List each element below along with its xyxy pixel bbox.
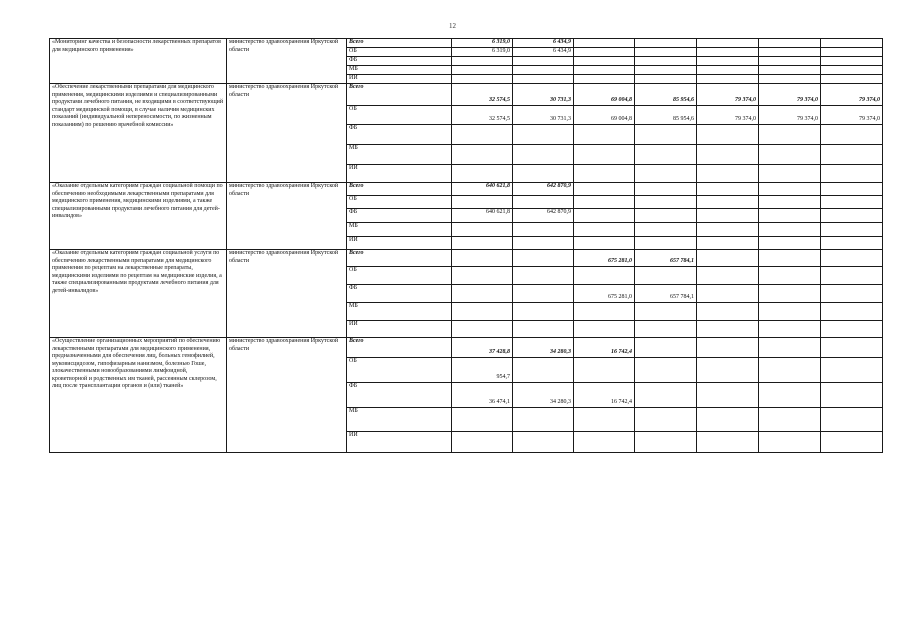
funding-source: [347, 196, 452, 209]
funding-source: [347, 66, 452, 75]
funding-source: [347, 383, 452, 408]
amount-cell: [635, 57, 697, 66]
amount-cell: [513, 66, 574, 75]
amount-cell: [574, 358, 635, 383]
amount-cell: [635, 223, 697, 237]
amount-cell: [513, 408, 574, 432]
table-row: [50, 39, 883, 48]
funding-source: [347, 75, 452, 84]
table-row: [50, 338, 883, 358]
funding-source-label: Всего: [349, 183, 364, 189]
amount-value: 79 374,0: [797, 97, 818, 103]
amount-cell: [697, 358, 759, 383]
amount-cell: [759, 196, 821, 209]
amount-value: 16 742,4: [611, 399, 632, 405]
amount-cell: [821, 432, 883, 453]
amount-cell: [574, 338, 635, 358]
funding-source: [347, 57, 452, 66]
responsible-executor: министерство здравоохранения Иркутской области: [227, 84, 347, 183]
amount-cell: [635, 383, 697, 408]
amount-cell: [635, 106, 697, 125]
amount-cell: [759, 237, 821, 250]
amount-cell: [452, 183, 513, 196]
amount-cell: [574, 223, 635, 237]
amount-cell: [574, 432, 635, 453]
amount-cell: [759, 250, 821, 267]
amount-cell: [635, 196, 697, 209]
amount-cell: [513, 84, 574, 106]
amount-cell: [759, 75, 821, 84]
amount-value: 79 374,0: [859, 116, 880, 122]
table-row: [50, 84, 883, 106]
funding-source: [347, 250, 452, 267]
amount-cell: [821, 39, 883, 48]
funding-source-label: ОБ: [349, 358, 357, 364]
amount-cell: [452, 196, 513, 209]
funding-source: [347, 338, 452, 358]
amount-cell: [759, 285, 821, 303]
funding-source-label: ОБ: [349, 196, 357, 202]
amount-cell: [821, 145, 883, 165]
amount-cell: [574, 383, 635, 408]
amount-cell: [574, 209, 635, 223]
measure-description: «Оказание отдельным категориям граждан социальной помощи по обеспечению необходимыми лекарственными препаратами для медицинского применения, медицинскими изделиями, а также специализированными продуктами лечебного питания для детей-инвалидов»: [50, 183, 227, 250]
amount-cell: [759, 183, 821, 196]
amount-cell: [697, 39, 759, 48]
budget-table: [49, 38, 883, 453]
amount-cell: [452, 125, 513, 145]
amount-cell: [513, 250, 574, 267]
amount-cell: [452, 39, 513, 48]
amount-cell: [574, 48, 635, 57]
amount-cell: [513, 358, 574, 383]
amount-cell: [759, 358, 821, 383]
amount-cell: [759, 432, 821, 453]
amount-cell: [697, 57, 759, 66]
amount-cell: [821, 285, 883, 303]
amount-cell: [574, 106, 635, 125]
amount-cell: [452, 209, 513, 223]
amount-value: 642 870,9: [547, 209, 571, 215]
amount-cell: [635, 48, 697, 57]
amount-cell: [574, 125, 635, 145]
amount-cell: [821, 383, 883, 408]
amount-value: 79 374,0: [859, 97, 880, 103]
amount-value: 32 574,5: [489, 97, 510, 103]
amount-cell: [697, 223, 759, 237]
amount-cell: [635, 183, 697, 196]
funding-source: [347, 106, 452, 125]
amount-cell: [635, 408, 697, 432]
amount-cell: [821, 338, 883, 358]
amount-cell: [697, 432, 759, 453]
amount-cell: [513, 57, 574, 66]
funding-source: [347, 408, 452, 432]
funding-source: [347, 183, 452, 196]
amount-cell: [574, 84, 635, 106]
amount-cell: [452, 66, 513, 75]
amount-cell: [513, 209, 574, 223]
amount-value: 37 428,8: [489, 349, 510, 355]
amount-cell: [513, 106, 574, 125]
amount-cell: [452, 223, 513, 237]
funding-source: [347, 84, 452, 106]
amount-cell: [452, 106, 513, 125]
amount-cell: [452, 250, 513, 267]
amount-value: 34 280,3: [550, 349, 571, 355]
funding-source-label: ФБ: [349, 57, 358, 63]
responsible-executor: министерство здравоохранения Иркутской области: [227, 250, 347, 338]
amount-value: 642 870,9: [547, 183, 571, 189]
amount-cell: [821, 84, 883, 106]
amount-value: 32 574,5: [489, 116, 510, 122]
table-row: [50, 250, 883, 267]
amount-cell: [821, 237, 883, 250]
amount-cell: [759, 39, 821, 48]
amount-cell: [821, 48, 883, 57]
amount-cell: [574, 267, 635, 285]
funding-source-label: ОБ: [349, 106, 357, 112]
amount-cell: [574, 145, 635, 165]
amount-cell: [635, 285, 697, 303]
funding-source: [347, 267, 452, 285]
amount-cell: [574, 303, 635, 321]
funding-source: [347, 358, 452, 383]
amount-cell: [574, 57, 635, 66]
funding-source-label: ФБ: [349, 125, 358, 131]
amount-cell: [513, 303, 574, 321]
amount-value: 69 004,8: [611, 116, 632, 122]
amount-cell: [697, 145, 759, 165]
amount-cell: [513, 383, 574, 408]
responsible-executor: министерство здравоохранения Иркутской области: [227, 183, 347, 250]
amount-value: 6 434,9: [553, 48, 571, 54]
amount-value: 36 474,1: [489, 399, 510, 405]
amount-value: 16 742,4: [611, 349, 632, 355]
amount-value: 6 319,0: [492, 48, 510, 54]
amount-cell: [697, 196, 759, 209]
amount-cell: [635, 303, 697, 321]
funding-source-label: ИИ: [349, 237, 358, 243]
amount-cell: [635, 165, 697, 183]
funding-source-label: Всего: [349, 250, 364, 256]
amount-cell: [759, 125, 821, 145]
amount-cell: [821, 408, 883, 432]
amount-cell: [697, 321, 759, 338]
measure-description: «Оказание отдельным категориям граждан социальной услуги по обеспечению лекарственными препаратами для медицинского применения по рецептам на лекарственные препараты, медицинскими изделиями по рецептам на медицинские изделия, а также специализированными продуктами лечебного питания для детей-инвалидов»: [50, 250, 227, 338]
amount-cell: [697, 408, 759, 432]
amount-cell: [574, 250, 635, 267]
amount-value: 85 954,6: [673, 116, 694, 122]
funding-source-label: МБ: [349, 145, 358, 151]
amount-cell: [452, 358, 513, 383]
funding-source: [347, 223, 452, 237]
amount-value: 954,7: [496, 374, 510, 380]
funding-source: [347, 48, 452, 57]
responsible-executor: министерство здравоохранения Иркутской области: [227, 338, 347, 453]
amount-cell: [697, 66, 759, 75]
amount-cell: [759, 303, 821, 321]
amount-cell: [574, 408, 635, 432]
amount-cell: [697, 237, 759, 250]
amount-cell: [574, 196, 635, 209]
funding-source-label: ИИ: [349, 321, 358, 327]
amount-cell: [452, 237, 513, 250]
amount-cell: [759, 408, 821, 432]
amount-cell: [513, 237, 574, 250]
amount-cell: [759, 145, 821, 165]
amount-value: 657 784,1: [670, 294, 694, 300]
amount-value: 85 954,6: [673, 97, 694, 103]
amount-cell: [821, 223, 883, 237]
funding-source: [347, 39, 452, 48]
amount-cell: [821, 66, 883, 75]
amount-cell: [574, 183, 635, 196]
funding-source-label: Всего: [349, 39, 364, 45]
amount-cell: [513, 75, 574, 84]
amount-cell: [513, 321, 574, 338]
amount-value: 30 731,3: [550, 116, 571, 122]
amount-cell: [821, 125, 883, 145]
amount-value: 640 621,8: [486, 183, 510, 189]
amount-cell: [513, 48, 574, 57]
funding-source: [347, 303, 452, 321]
amount-cell: [821, 321, 883, 338]
amount-cell: [635, 66, 697, 75]
amount-cell: [697, 75, 759, 84]
amount-cell: [697, 125, 759, 145]
amount-cell: [697, 209, 759, 223]
amount-value: 640 621,8: [486, 209, 510, 215]
funding-source-label: МБ: [349, 303, 358, 309]
funding-source-label: МБ: [349, 223, 358, 229]
amount-cell: [574, 237, 635, 250]
amount-cell: [452, 267, 513, 285]
amount-cell: [821, 358, 883, 383]
amount-cell: [513, 267, 574, 285]
amount-value: 657 784,1: [670, 258, 694, 264]
amount-cell: [697, 165, 759, 183]
amount-cell: [759, 383, 821, 408]
amount-cell: [821, 75, 883, 84]
funding-source-label: Всего: [349, 84, 364, 90]
amount-cell: [574, 285, 635, 303]
amount-cell: [759, 57, 821, 66]
amount-cell: [452, 432, 513, 453]
funding-source-label: МБ: [349, 66, 358, 72]
funding-source: [347, 209, 452, 223]
amount-cell: [697, 183, 759, 196]
amount-cell: [821, 196, 883, 209]
amount-cell: [574, 165, 635, 183]
amount-cell: [697, 48, 759, 57]
funding-source-label: ИИ: [349, 432, 358, 438]
amount-cell: [821, 250, 883, 267]
funding-source-label: МБ: [349, 408, 358, 414]
amount-cell: [697, 338, 759, 358]
amount-cell: [759, 66, 821, 75]
amount-cell: [759, 321, 821, 338]
amount-cell: [452, 285, 513, 303]
funding-source-label: ОБ: [349, 267, 357, 273]
measure-description: «Осуществление организационных мероприятий по обеспечению лекарственными препаратами для медицинского применения, предназначенными для обеспечения лиц, больных гемофилией, муковисцидозом, гипофизарным нанизмом, болезнью Гоше, злокачественными новообразованиями лимфоидной, кроветворной и родственных им тканей, рассеянным склерозом, лиц после трансплантации органов и (или) тканей»: [50, 338, 227, 453]
page-number: 12: [449, 22, 456, 30]
amount-cell: [513, 196, 574, 209]
amount-cell: [821, 57, 883, 66]
amount-cell: [452, 84, 513, 106]
amount-cell: [574, 66, 635, 75]
amount-cell: [821, 183, 883, 196]
amount-cell: [635, 39, 697, 48]
funding-source: [347, 145, 452, 165]
amount-cell: [635, 125, 697, 145]
funding-source-label: ФБ: [349, 285, 358, 291]
funding-source-label: ИИ: [349, 75, 358, 81]
funding-source: [347, 285, 452, 303]
amount-cell: [759, 165, 821, 183]
amount-value: 675 281,0: [608, 294, 632, 300]
amount-cell: [452, 408, 513, 432]
amount-cell: [635, 250, 697, 267]
amount-value: 675 281,0: [608, 258, 632, 264]
amount-cell: [574, 75, 635, 84]
amount-cell: [821, 165, 883, 183]
amount-cell: [452, 303, 513, 321]
funding-source: [347, 432, 452, 453]
amount-cell: [635, 237, 697, 250]
amount-cell: [513, 285, 574, 303]
amount-cell: [821, 106, 883, 125]
amount-value: 30 731,3: [550, 97, 571, 103]
amount-cell: [759, 209, 821, 223]
amount-cell: [635, 209, 697, 223]
amount-cell: [513, 39, 574, 48]
amount-cell: [697, 383, 759, 408]
amount-cell: [635, 338, 697, 358]
amount-cell: [513, 338, 574, 358]
amount-cell: [513, 165, 574, 183]
funding-source: [347, 237, 452, 250]
funding-source: [347, 165, 452, 183]
amount-cell: [635, 84, 697, 106]
amount-cell: [759, 338, 821, 358]
amount-value: 6 319,0: [492, 39, 510, 45]
funding-source-label: ФБ: [349, 209, 358, 215]
funding-source: [347, 125, 452, 145]
amount-cell: [513, 432, 574, 453]
amount-cell: [513, 183, 574, 196]
funding-source: [347, 321, 452, 338]
amount-cell: [513, 223, 574, 237]
amount-cell: [697, 267, 759, 285]
amount-value: 79 374,0: [797, 116, 818, 122]
amount-cell: [635, 267, 697, 285]
funding-source-label: Всего: [349, 338, 364, 344]
amount-cell: [452, 75, 513, 84]
amount-value: 79 374,0: [735, 97, 756, 103]
amount-cell: [697, 250, 759, 267]
amount-cell: [513, 145, 574, 165]
amount-cell: [452, 165, 513, 183]
amount-cell: [635, 321, 697, 338]
amount-value: 69 004,8: [611, 97, 632, 103]
amount-cell: [635, 432, 697, 453]
amount-cell: [697, 84, 759, 106]
amount-cell: [635, 75, 697, 84]
measure-description: «Мониторинг качества и безопасности лекарственных препаратов для медицинского применения»: [50, 39, 227, 84]
funding-source-label: ФБ: [349, 383, 358, 389]
amount-cell: [821, 303, 883, 321]
amount-cell: [821, 267, 883, 285]
amount-cell: [574, 39, 635, 48]
amount-cell: [697, 303, 759, 321]
amount-cell: [759, 267, 821, 285]
measure-description: «Обеспечение лекарственными препаратами для медицинского применения, медицинскими изделиями и специализированными продуктами лечебного питания, не входящими в соответствующий стандарт медицинской помощи, в случае наличия медицинских показаний (индивидуальной непереносимости, по жизненным показаниям) по решению врачебной комиссии»: [50, 84, 227, 183]
amount-value: 34 280,3: [550, 399, 571, 405]
amount-cell: [759, 84, 821, 106]
funding-source-label: ОБ: [349, 48, 357, 54]
amount-cell: [759, 223, 821, 237]
amount-cell: [697, 106, 759, 125]
amount-value: 6 434,9: [553, 39, 571, 45]
amount-cell: [697, 285, 759, 303]
amount-cell: [635, 145, 697, 165]
table-row: [50, 183, 883, 196]
amount-cell: [452, 48, 513, 57]
amount-cell: [452, 145, 513, 165]
amount-cell: [452, 321, 513, 338]
amount-cell: [452, 383, 513, 408]
amount-value: 79 374,0: [735, 116, 756, 122]
amount-cell: [513, 125, 574, 145]
amount-cell: [759, 106, 821, 125]
amount-cell: [759, 48, 821, 57]
amount-cell: [635, 358, 697, 383]
funding-source-label: ИИ: [349, 165, 358, 171]
amount-cell: [452, 338, 513, 358]
responsible-executor: министерство здравоохранения Иркутской области: [227, 39, 347, 84]
amount-cell: [574, 321, 635, 338]
amount-cell: [452, 57, 513, 66]
amount-cell: [821, 209, 883, 223]
